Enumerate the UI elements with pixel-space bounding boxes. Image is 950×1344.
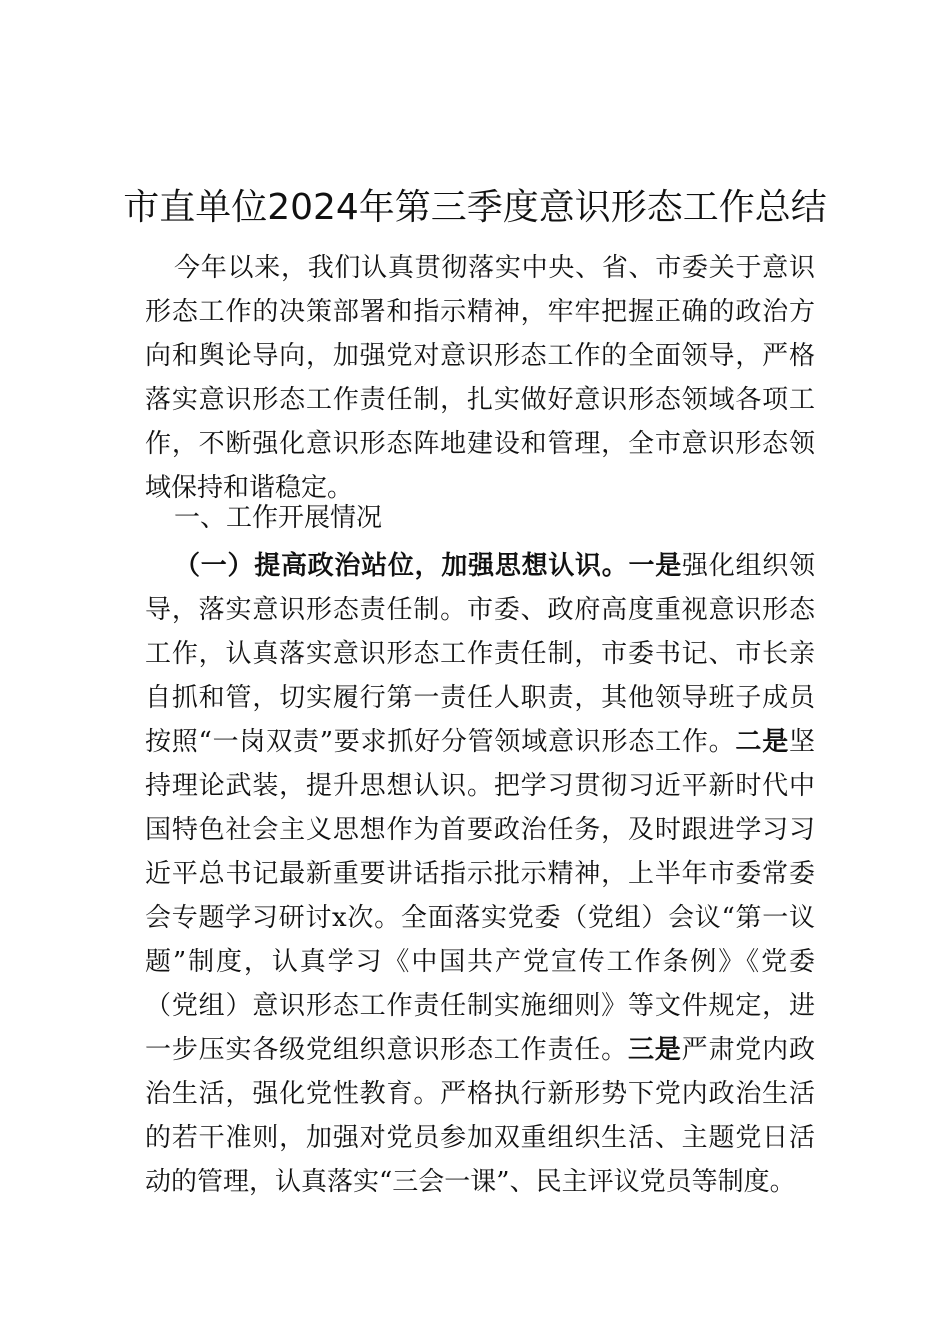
point-marker-three: 三是 [627, 1035, 682, 1065]
point-text-three: 严肃党内政治生活，强化党性教育。严格执行新形势下党内政治生活的若干准则，加强对党员参加双重组织生活、主题党日活动的管理，认真落实“三会一课”、民主评议党员等制度。 [145, 1035, 815, 1197]
intro-paragraph: 今年以来，我们认真贯彻落实中央、省、市委关于意识形态工作的决策部署和指示精神，牢牢把握正确的政治方向和舆论导向，加强党对意识形态工作的全面领导，严格落实意识形态工作责任制，扎实做好意识形态领域各项工作，不断强化意识形态阵地建设和管理，全市意识形态领域保持和谐稳定。 [145, 253, 815, 503]
point-marker-one: 一是 [628, 551, 683, 581]
point-marker-two: 二是 [735, 727, 789, 757]
point-text-two: 坚持理论武装，提升思想认识。把学习贯彻习近平新时代中国特色社会主义思想作为首要政治任务，及时跟进学习习近平总书记最新重要讲话指示批示精神，上半年市委常委会专题学习研讨x次。全面落实党委（党组）会议“第一议题”制度，认真学习《中国共产党宣传工作条例》《党委（党组）意识形态工作责任制实施细则》等文件规定，进一步压实各级党组织意识形态工作责任。 [145, 727, 815, 1065]
point-text-one: 强化组织领导，落实意识形态责任制。市委、政府高度重视意识形态工作，认真落实意识形态工作责任制，市委书记、市长亲自抓和管，切实履行第一责任人职责，其他领导班子成员按照“一岗双责”要求抓好分管领域意识形态工作。 [145, 551, 815, 757]
subsection-paragraph-political-stance [145, 544, 815, 1204]
section-heading-work-progress: 一、工作开展情况 [174, 503, 383, 533]
subsection-heading: （一）提高政治站位，加强思想认识。 [174, 551, 629, 581]
document-title: 市直单位2024年第三季度意识形态工作总结 [123, 187, 827, 228]
